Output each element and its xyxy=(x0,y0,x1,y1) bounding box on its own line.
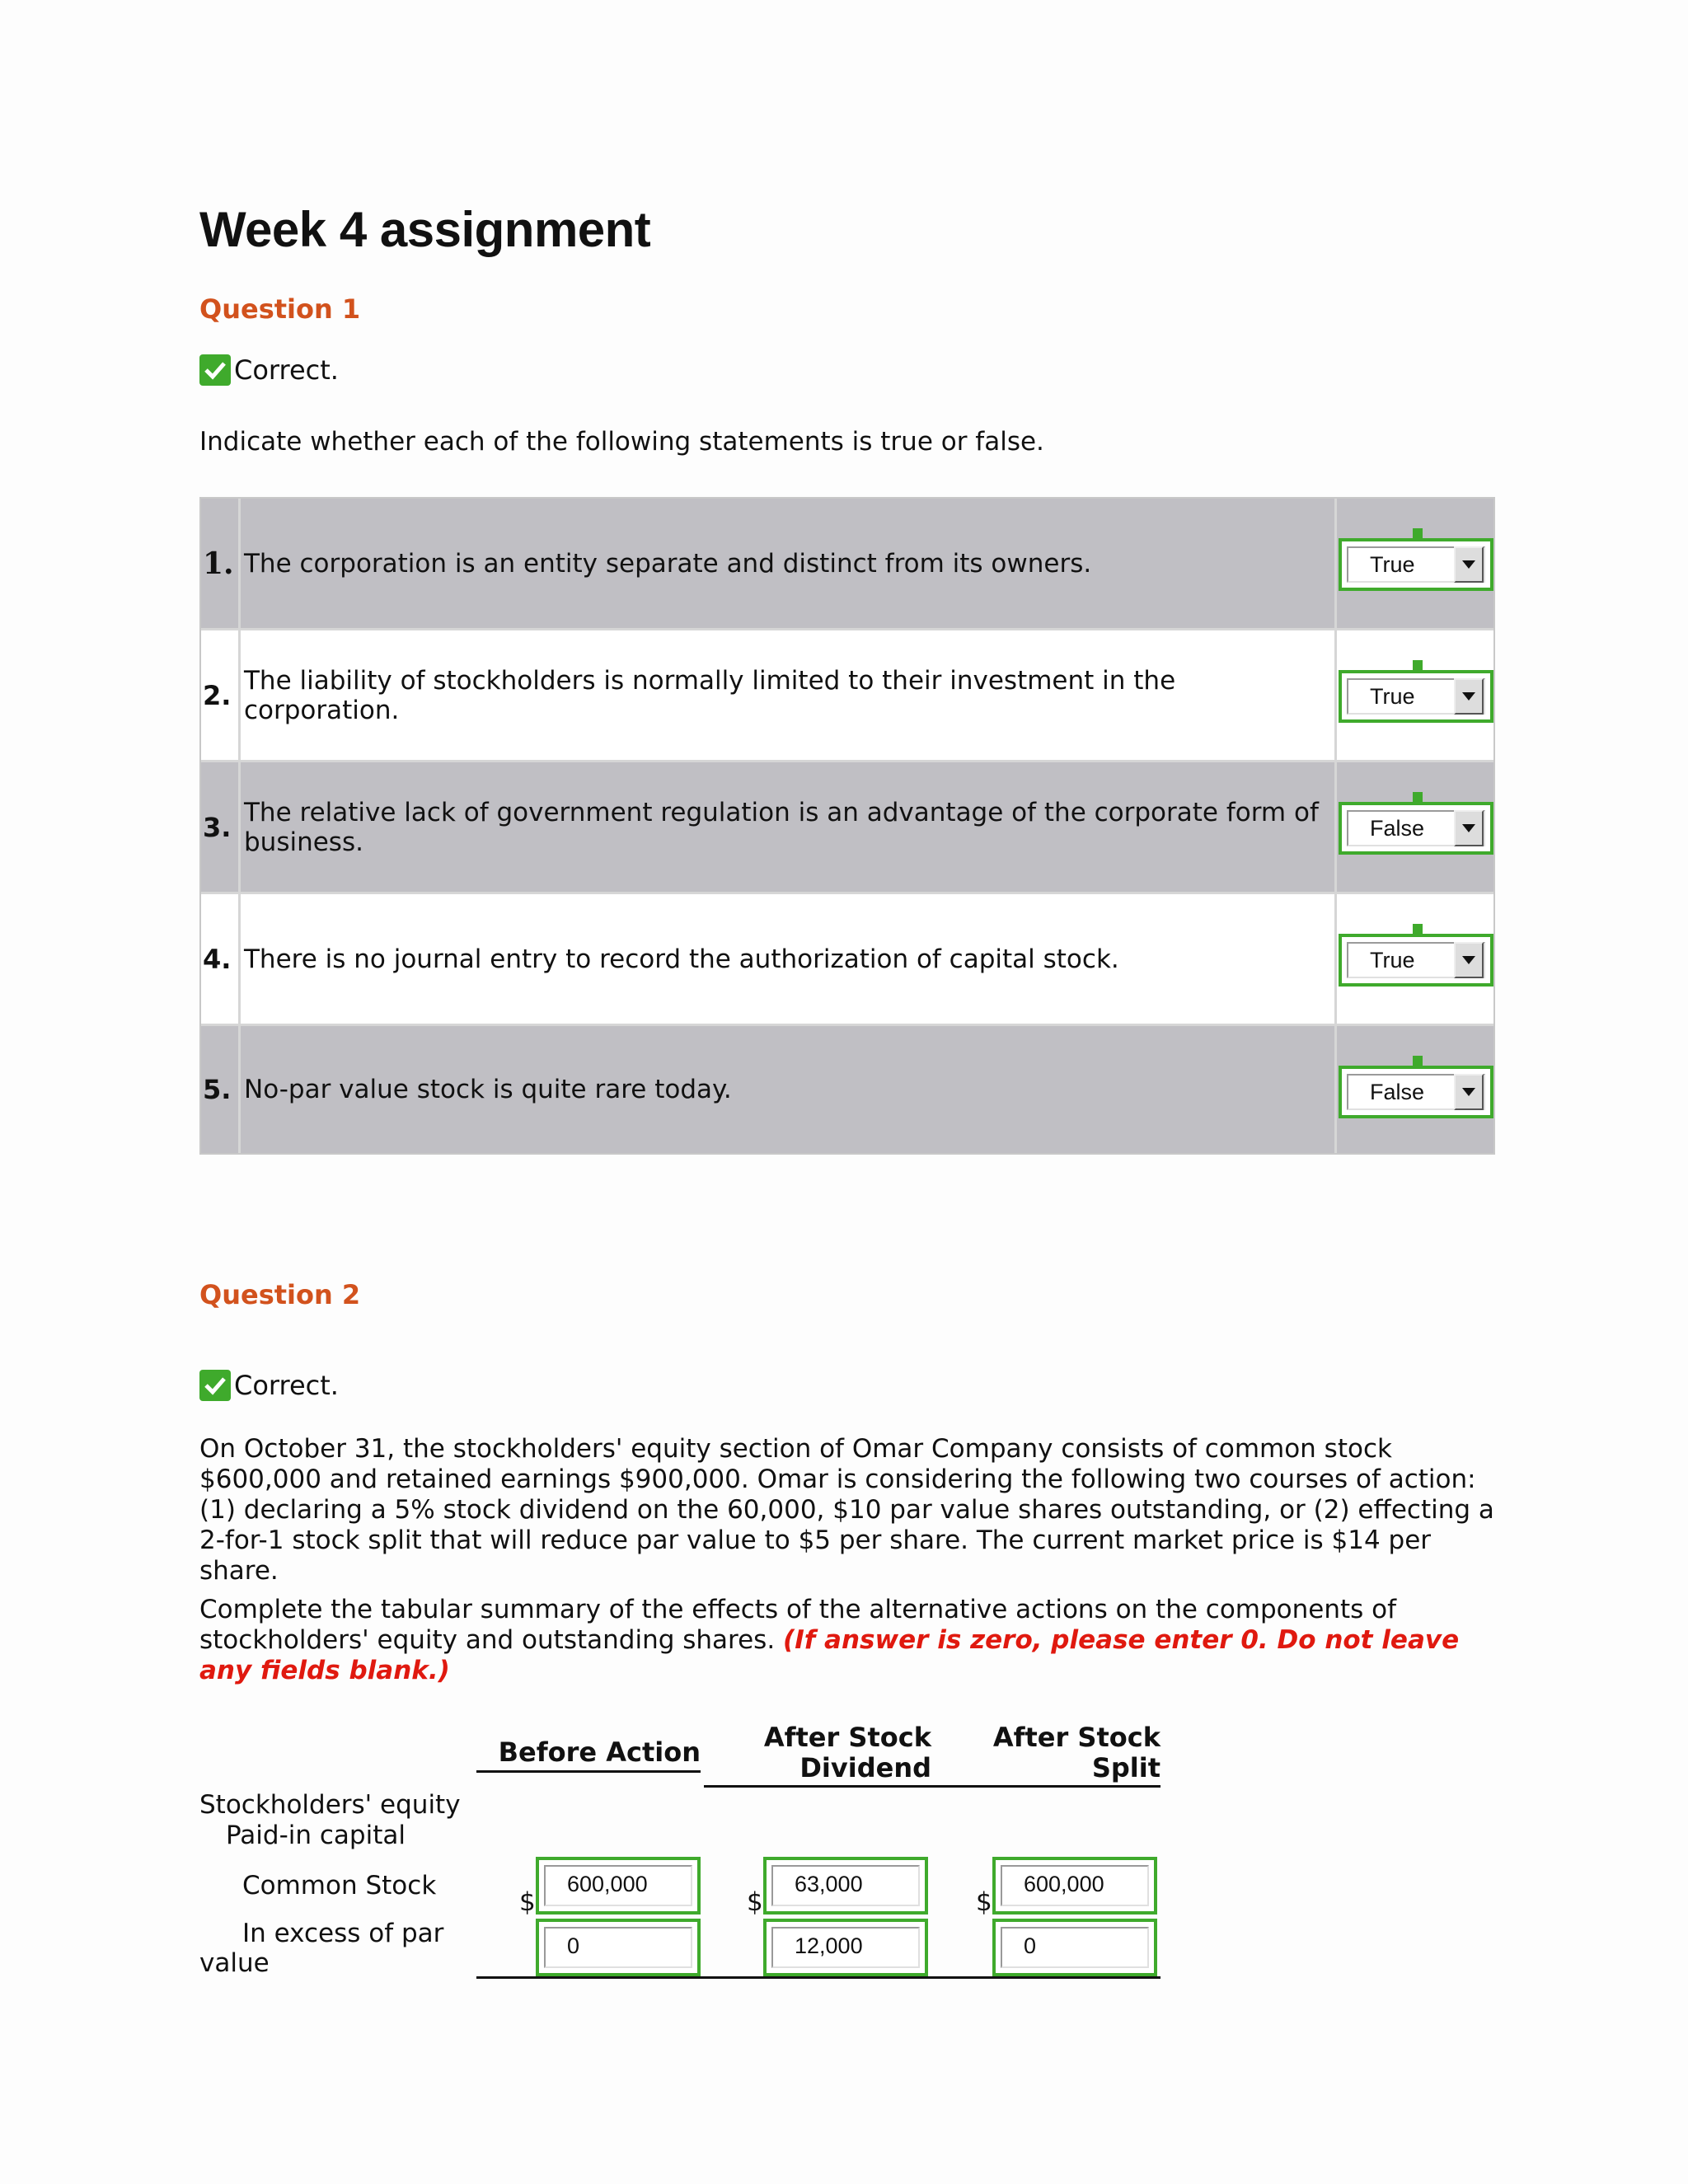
row-number: 4. xyxy=(201,894,241,1024)
correct-marker xyxy=(1413,528,1423,538)
answer-cell xyxy=(1337,762,1493,892)
row-label-stockholders-equity: Stockholders' equity xyxy=(199,1790,461,1820)
chevron-down-icon[interactable] xyxy=(1454,546,1484,583)
column-before-action: Before Action xyxy=(498,1736,701,1768)
answer-value: False xyxy=(1370,815,1425,841)
column-after-dividend-line1: After Stock xyxy=(763,1722,931,1753)
row-label-paid-in-capital: Paid-in capital xyxy=(226,1821,406,1850)
answer-value: False xyxy=(1370,1079,1425,1104)
question-2-heading: Question 2 xyxy=(199,1279,361,1310)
excess-split-input[interactable]: 0 xyxy=(992,1919,1157,1976)
correct-marker xyxy=(1413,1056,1423,1066)
table-row xyxy=(201,1026,1493,1153)
common-split-input[interactable]: 600,000 xyxy=(992,1857,1157,1915)
instruction-text: Complete the tabular summary of the effects of the alternative actions on the components of stockholders' equity and outstanding shares. xyxy=(199,1595,1397,1655)
common-before-input[interactable]: 600,000 xyxy=(536,1857,701,1915)
column-after-split-line1: After Stock xyxy=(992,1722,1160,1753)
statement-text: The corporation is an entity separate and distinct from its owners. xyxy=(241,499,1337,628)
statement-text: No-par value stock is quite rare today. xyxy=(241,1026,1337,1153)
common-dividend-input[interactable]: 63,000 xyxy=(763,1857,928,1915)
correct-marker xyxy=(1413,924,1423,934)
currency-symbol: $ xyxy=(747,1887,763,1917)
currency-symbol: $ xyxy=(976,1887,992,1917)
divider xyxy=(476,1976,1160,1979)
answer-select[interactable] xyxy=(1339,670,1493,723)
question-1-status xyxy=(199,354,339,386)
question-1-instruction: Indicate whether each of the following statements is true or false. xyxy=(199,427,1044,457)
correct-marker xyxy=(1413,792,1423,802)
instruction-note: (If answer is zero, please enter 0. Do not leave any fields blank.) xyxy=(199,1625,1460,1685)
answer-value: True xyxy=(1370,683,1415,709)
column-after-dividend xyxy=(702,1722,931,1783)
answer-cell xyxy=(1337,894,1493,1024)
row-number: 3. xyxy=(201,762,241,892)
table-row xyxy=(201,894,1493,1026)
table-row xyxy=(201,630,1493,762)
divider xyxy=(704,1785,1160,1788)
row-label-excess-par: In excess of par xyxy=(242,1919,444,1948)
statement-text: The liability of stockholders is normally limited to their investment in the corporation. xyxy=(241,630,1337,760)
row-number: 1. xyxy=(201,499,241,628)
task-instruction xyxy=(199,1595,1502,1686)
answer-cell xyxy=(1337,1026,1493,1153)
question-2-status xyxy=(199,1370,339,1401)
check-icon xyxy=(199,354,231,386)
row-number: 2. xyxy=(201,630,241,760)
answer-select[interactable] xyxy=(1339,1066,1493,1118)
answer-cell xyxy=(1337,499,1493,628)
chevron-down-icon[interactable] xyxy=(1454,942,1484,978)
correct-marker xyxy=(1413,660,1423,670)
table-row xyxy=(201,762,1493,894)
excess-before-input[interactable]: 0 xyxy=(536,1919,701,1976)
row-label-excess-par-cont: value xyxy=(199,1948,270,1978)
answer-select[interactable] xyxy=(1339,934,1493,987)
row-number: 5. xyxy=(201,1026,241,1153)
chevron-down-icon[interactable] xyxy=(1454,1074,1484,1110)
column-after-split-line2: Split xyxy=(1091,1752,1160,1783)
excess-dividend-input[interactable]: 12,000 xyxy=(763,1919,928,1976)
statement-text: The relative lack of government regulation is an advantage of the corporate form of business. xyxy=(241,762,1337,892)
chevron-down-icon[interactable] xyxy=(1454,810,1484,846)
column-after-dividend-line2: Dividend xyxy=(799,1752,931,1783)
status-text: Correct. xyxy=(234,1370,339,1401)
problem-paragraph: On October 31, the stockholders' equity section of Omar Company consists of common stock $600,000 and retained earnings $900,000. Omar is considering the following two courses of action: (1) declaring a 5% stock dividend on the 60,000, $10 par value shares outstanding, or (2) effecting a 2-for-1 stock split that will reduce par value to $5 per share. The current market price is $14 per share. xyxy=(199,1434,1494,1586)
answer-select[interactable] xyxy=(1339,802,1493,855)
table-row xyxy=(201,499,1493,630)
answer-value: True xyxy=(1370,947,1415,972)
row-label-common-stock: Common Stock xyxy=(242,1871,437,1900)
true-false-table xyxy=(199,497,1495,1155)
chevron-down-icon[interactable] xyxy=(1454,678,1484,715)
divider xyxy=(476,1770,701,1773)
page-title: Week 4 assignment xyxy=(199,202,651,257)
statement-text: There is no journal entry to record the authorization of capital stock. xyxy=(241,894,1337,1024)
status-text: Correct. xyxy=(234,354,339,386)
currency-symbol: $ xyxy=(519,1887,536,1917)
check-icon xyxy=(199,1370,231,1401)
answer-value: True xyxy=(1370,551,1415,577)
answer-cell xyxy=(1337,630,1493,760)
answer-select[interactable] xyxy=(1339,538,1493,591)
question-1-heading: Question 1 xyxy=(199,293,361,325)
column-after-split xyxy=(933,1722,1160,1783)
